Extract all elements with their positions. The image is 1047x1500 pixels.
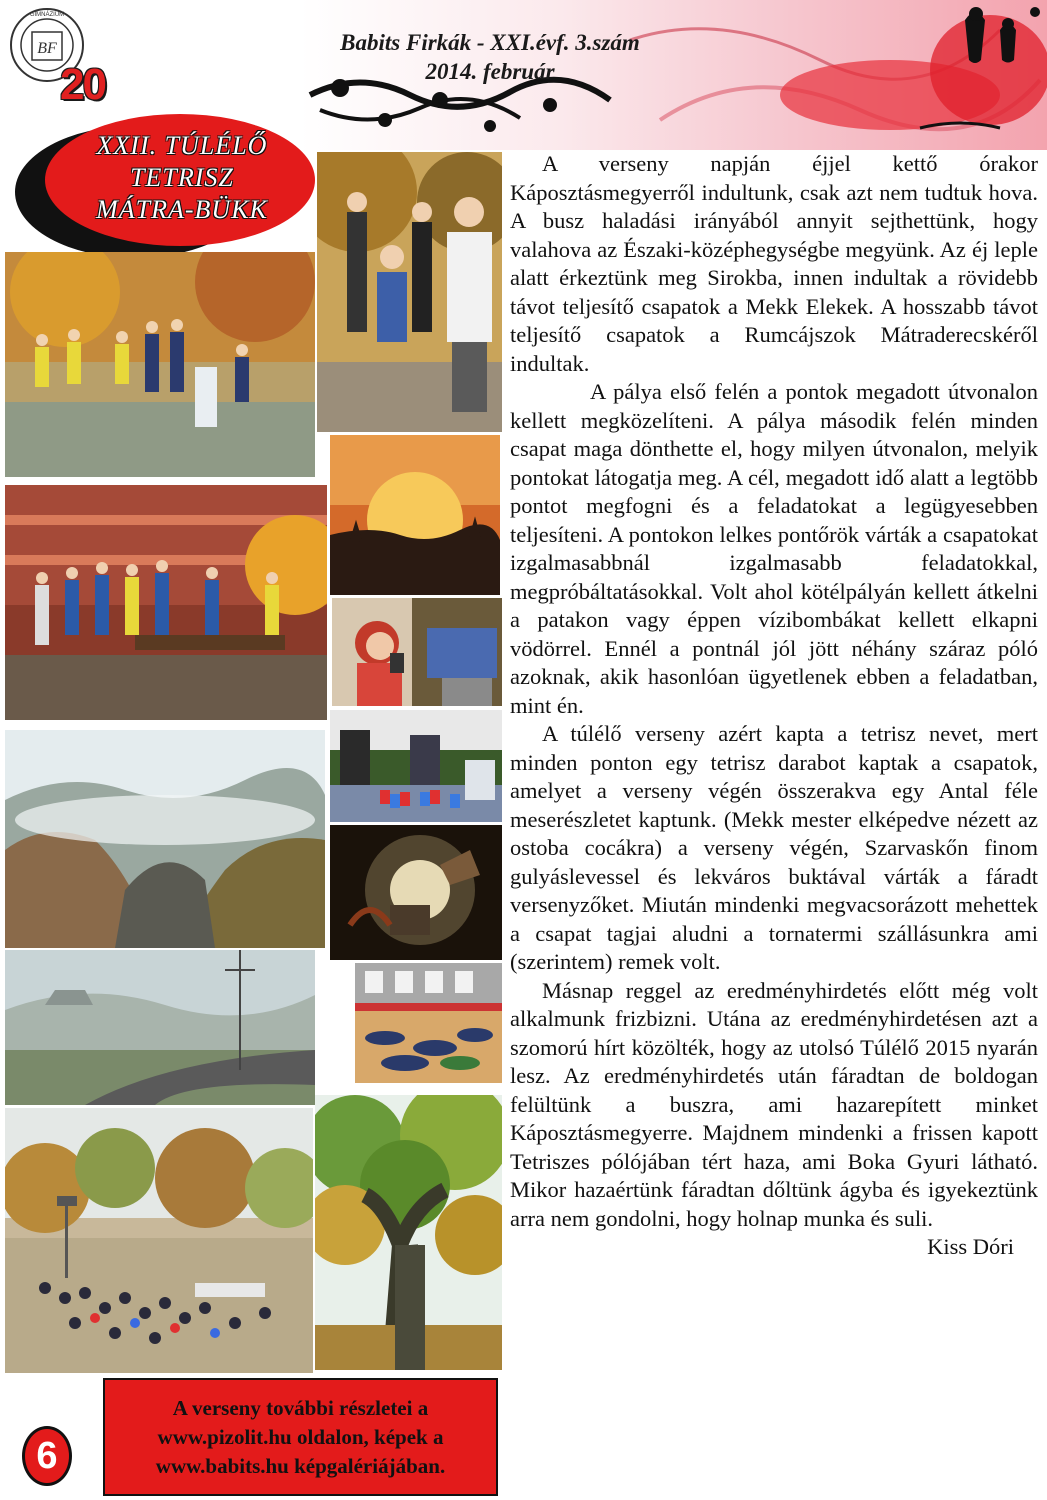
article-paragraph-2: A pálya első felén a pontok megadott útvonalon kellett megközelíteni. A pálya második felén minden csapat maga dönthette el, hogy milyen útvonalon, melyik pontokat látogatja meg. A cél, megadott idő alatt a legtöbb pontot megfogni és a feladatokat a legügyesebben teljesíteni. A pontokon lelkes pontőrök várták a csapatokat izgalmasabbnál izgalmasabb feladatokkal, megpróbáltatásokkal. Volt ahol kötélpályán kellett átkelni a patakon vagy éppen vízibombákat kellett elkapni vödörrel. Ennél a pontnál jól jött néhány száraz póló azoknak, akik hasonlóan ügyetlenek ebben a feladatban, mint én.	[510, 379, 1038, 718]
publication-date: 2014. február	[425, 59, 555, 84]
logo-ring-text: GIMNÁZIUM	[29, 12, 65, 18]
article-body	[510, 150, 1038, 1262]
article-title	[63, 130, 301, 226]
logo-letters: BF	[37, 40, 57, 57]
article-paragraph-4: Másnap reggel az eredményhirdetés előtt még volt alkalmunk frizbizni. Utána az eredményhirdetésen azt a szomorú hírt közölték, hogy az utolsó Túlélő 2015 nyarán lesz. Az eredményhirdetés után fáradtan de boldogan felültünk a buszra, ami hazarepített minket Káposztásmegyerre. Majdnem mindenki a frissen kapott Tetriszes pólójában tért haza, ami Boka Gyuri látható. Mikor hazaértünk fáradtan dőltünk ágyba és igyekeztünk arra nem gondolni, hogy holnap munka és suli.	[510, 977, 1038, 1231]
article-author: Kiss Dóri	[927, 1234, 1014, 1259]
misty-valley-photo	[5, 730, 325, 948]
moonrise-photo	[330, 435, 500, 595]
info-line-2: www.pizolit.hu oldalon, képek a	[157, 1424, 444, 1449]
old-oak-tree-photo	[315, 1095, 502, 1370]
girl-with-phone-photo	[332, 598, 502, 706]
publication-name: Babits Firkák - XXI.évf. 3.szám	[340, 30, 640, 55]
more-info-box	[103, 1378, 498, 1496]
medal-ceremony-photo	[317, 152, 502, 432]
title-badge	[15, 108, 315, 258]
podium-group-photo-2	[5, 485, 327, 720]
schoolyard-crowd-photo	[5, 1108, 313, 1373]
article-signature	[510, 1233, 1038, 1262]
article-paragraph-3: A túlélő verseny azért kapta a tetrisz nevet, mert minden ponton egy tetrisz darabot kaptak a csapatok, amelyet a verseny végén összerakva egy Antal féle meserészletet kaptunk. (Mekk mester elképedve nézett az ostoba cocákra) a verseny végén, Szarvaskőn finom gulyáslevessel és lekváros buktával várták a fáradt versenyzőket. Miután mindenki megvacsorázott mehettek a csapat tagjai aludni a tornatermi szállásunkra ami (szerintem) remek volt.	[510, 721, 1038, 974]
title-line-1: XXII. TÚLÉLŐ	[96, 131, 268, 160]
night-checkpoint-photo	[330, 825, 502, 960]
misty-castle-road-photo	[5, 950, 315, 1105]
info-line-1: A verseny további részletei a	[172, 1395, 429, 1420]
page-number: 6	[22, 1426, 72, 1486]
issue-number: 20	[60, 60, 105, 109]
info-line-3: www.babits.hu képgalériájában.	[155, 1453, 446, 1478]
article-paragraph-1: A verseny napján éjjel kettő órakor Káposztásmegyerről indultunk, csak azt nem tudtuk hova. A busz haladási irányából annyit sejthettünk, hogy valahova az Északi-középhegységbe megyünk. Az éj leple alatt érkeztünk meg Sirokba, innen indultak a rövidebb távot teljesítő csapatok a Mekk Elekek. A hosszabb távot teljesítő csapatok a Rumcájszok Mátraderecskéről indultak.	[510, 151, 1038, 376]
gym-sleeping-photo	[355, 963, 502, 1083]
checkpoint-table-photo	[330, 710, 502, 822]
title-line-2: TETRISZ	[130, 163, 234, 192]
title-line-3: MÁTRA-BÜKK	[96, 195, 268, 224]
header-publication-info	[300, 28, 680, 86]
podium-group-photo	[5, 252, 315, 477]
